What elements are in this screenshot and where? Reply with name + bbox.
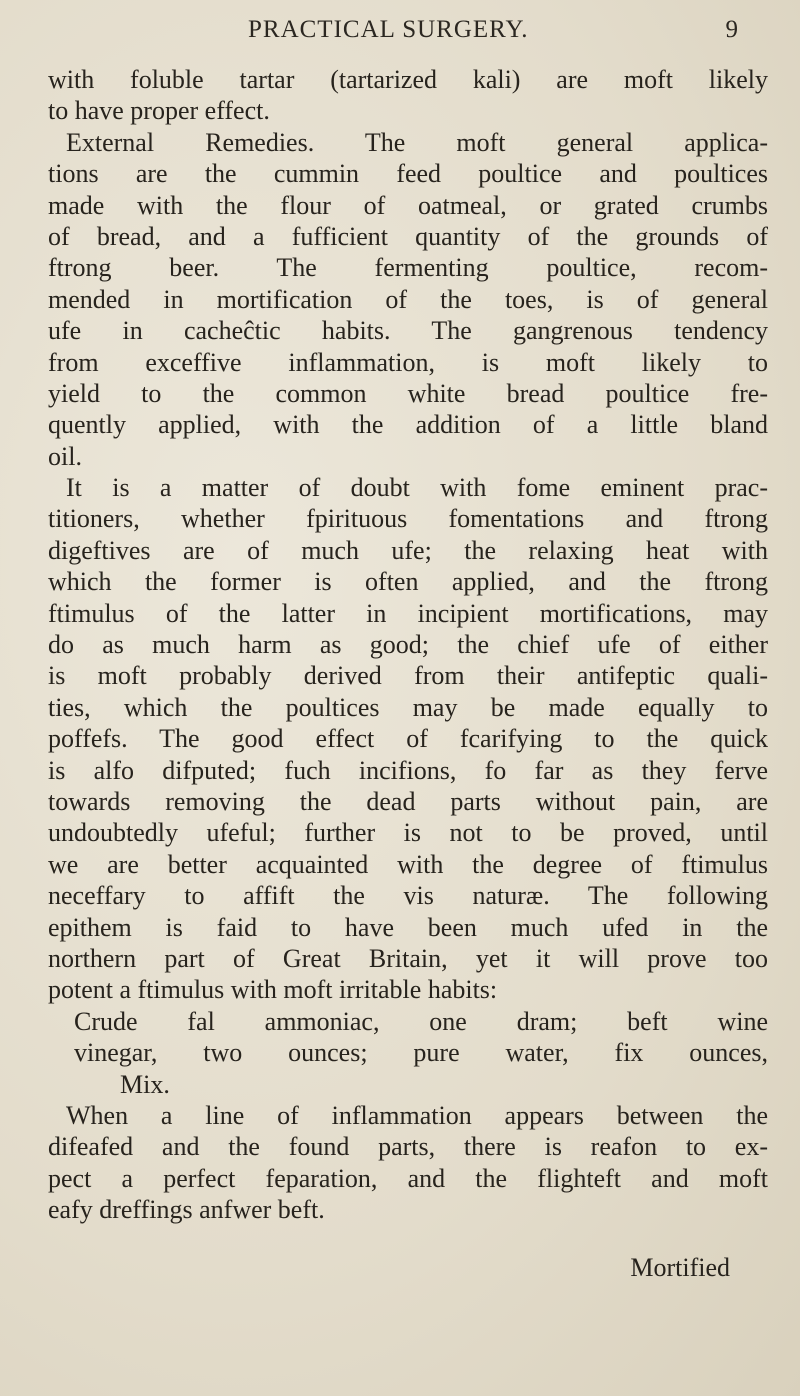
text-line: mended in mortification of the toes, is of general	[48, 284, 768, 314]
text-line: difeafed and the found parts, there is reafon to ex-	[48, 1132, 768, 1162]
text-line: quently applied, with the addition of a little bland	[48, 410, 768, 440]
text-line: oil.	[48, 441, 82, 471]
text-line: yield to the common white bread poultice fre-	[48, 378, 768, 408]
text-line: digeftives are of much ufe; the relaxing heat with	[48, 535, 768, 565]
text-line: towards removing the dead parts without pain, are	[48, 786, 768, 816]
text-line: titioners, whether fpirituous fomentations and ftrong	[48, 504, 768, 534]
text-line: which the former is often applied, and the ftrong	[48, 567, 768, 597]
text-line: potent a ftimulus with moft irritable habits:	[48, 975, 498, 1005]
text-line: ftrong beer. The fermenting poultice, recom-	[48, 253, 768, 283]
text-line: we are better acquainted with the degree of ftimulus	[48, 849, 768, 879]
text-line: neceffary to affift the vis naturæ. The following	[48, 881, 768, 911]
text-line: tions are the cummin feed poultice and poultices	[48, 159, 768, 189]
text-line: is alfo difputed; fuch incifions, fo far as they ferve	[48, 755, 768, 785]
body-text	[48, 64, 768, 1225]
text-line: to have proper effect.	[48, 96, 270, 126]
page-header	[0, 16, 800, 60]
text-line: do as much harm as good; the chief ufe of either	[48, 630, 768, 660]
text-line: It is a matter of doubt with fome eminent prac-	[66, 473, 768, 503]
text-line: External Remedies. The moft general applica-	[66, 127, 768, 157]
catchword: Mortified	[630, 1253, 730, 1282]
running-head: PRACTICAL SURGERY.	[248, 16, 529, 43]
text-line: ftimulus of the latter in incipient mortifications, may	[48, 598, 768, 628]
text-line: is moft probably derived from their antifeptic quali-	[48, 661, 768, 691]
text-line: of bread, and a fufficient quantity of the grounds of	[48, 221, 768, 251]
page-number: 9	[725, 16, 738, 43]
text-line: ties, which the poultices may be made equally to	[48, 692, 768, 722]
text-line: eafy dreffings anfwer beft.	[48, 1195, 325, 1225]
text-line: made with the flour of oatmeal, or grated crumbs	[48, 190, 768, 220]
text-line: from exceffive inflammation, is moft likely to	[48, 347, 768, 377]
text-line: with foluble tartar (tartarized kali) are moft likely	[48, 65, 768, 94]
text-line: Mix.	[120, 1069, 170, 1099]
text-line: northern part of Great Britain, yet it will prove too	[48, 943, 768, 973]
text-line: pect a perfect feparation, and the flighteft and moft	[48, 1163, 768, 1193]
text-line: undoubtedly ufeful; further is not to be proved, until	[48, 818, 768, 848]
text-line: Crude fal ammoniac, one dram; beft wine	[74, 1006, 768, 1036]
text-line: poffefs. The good effect of fcarifying to the quick	[48, 724, 768, 754]
text-line: vinegar, two ounces; pure water, fix ounces,	[74, 1038, 768, 1068]
text-line: When a line of inflammation appears between the	[66, 1100, 768, 1130]
text-line: ufe in cacheĉtic habits. The gangrenous tendency	[48, 316, 768, 346]
text-line: epithem is faid to have been much ufed in the	[48, 912, 768, 942]
